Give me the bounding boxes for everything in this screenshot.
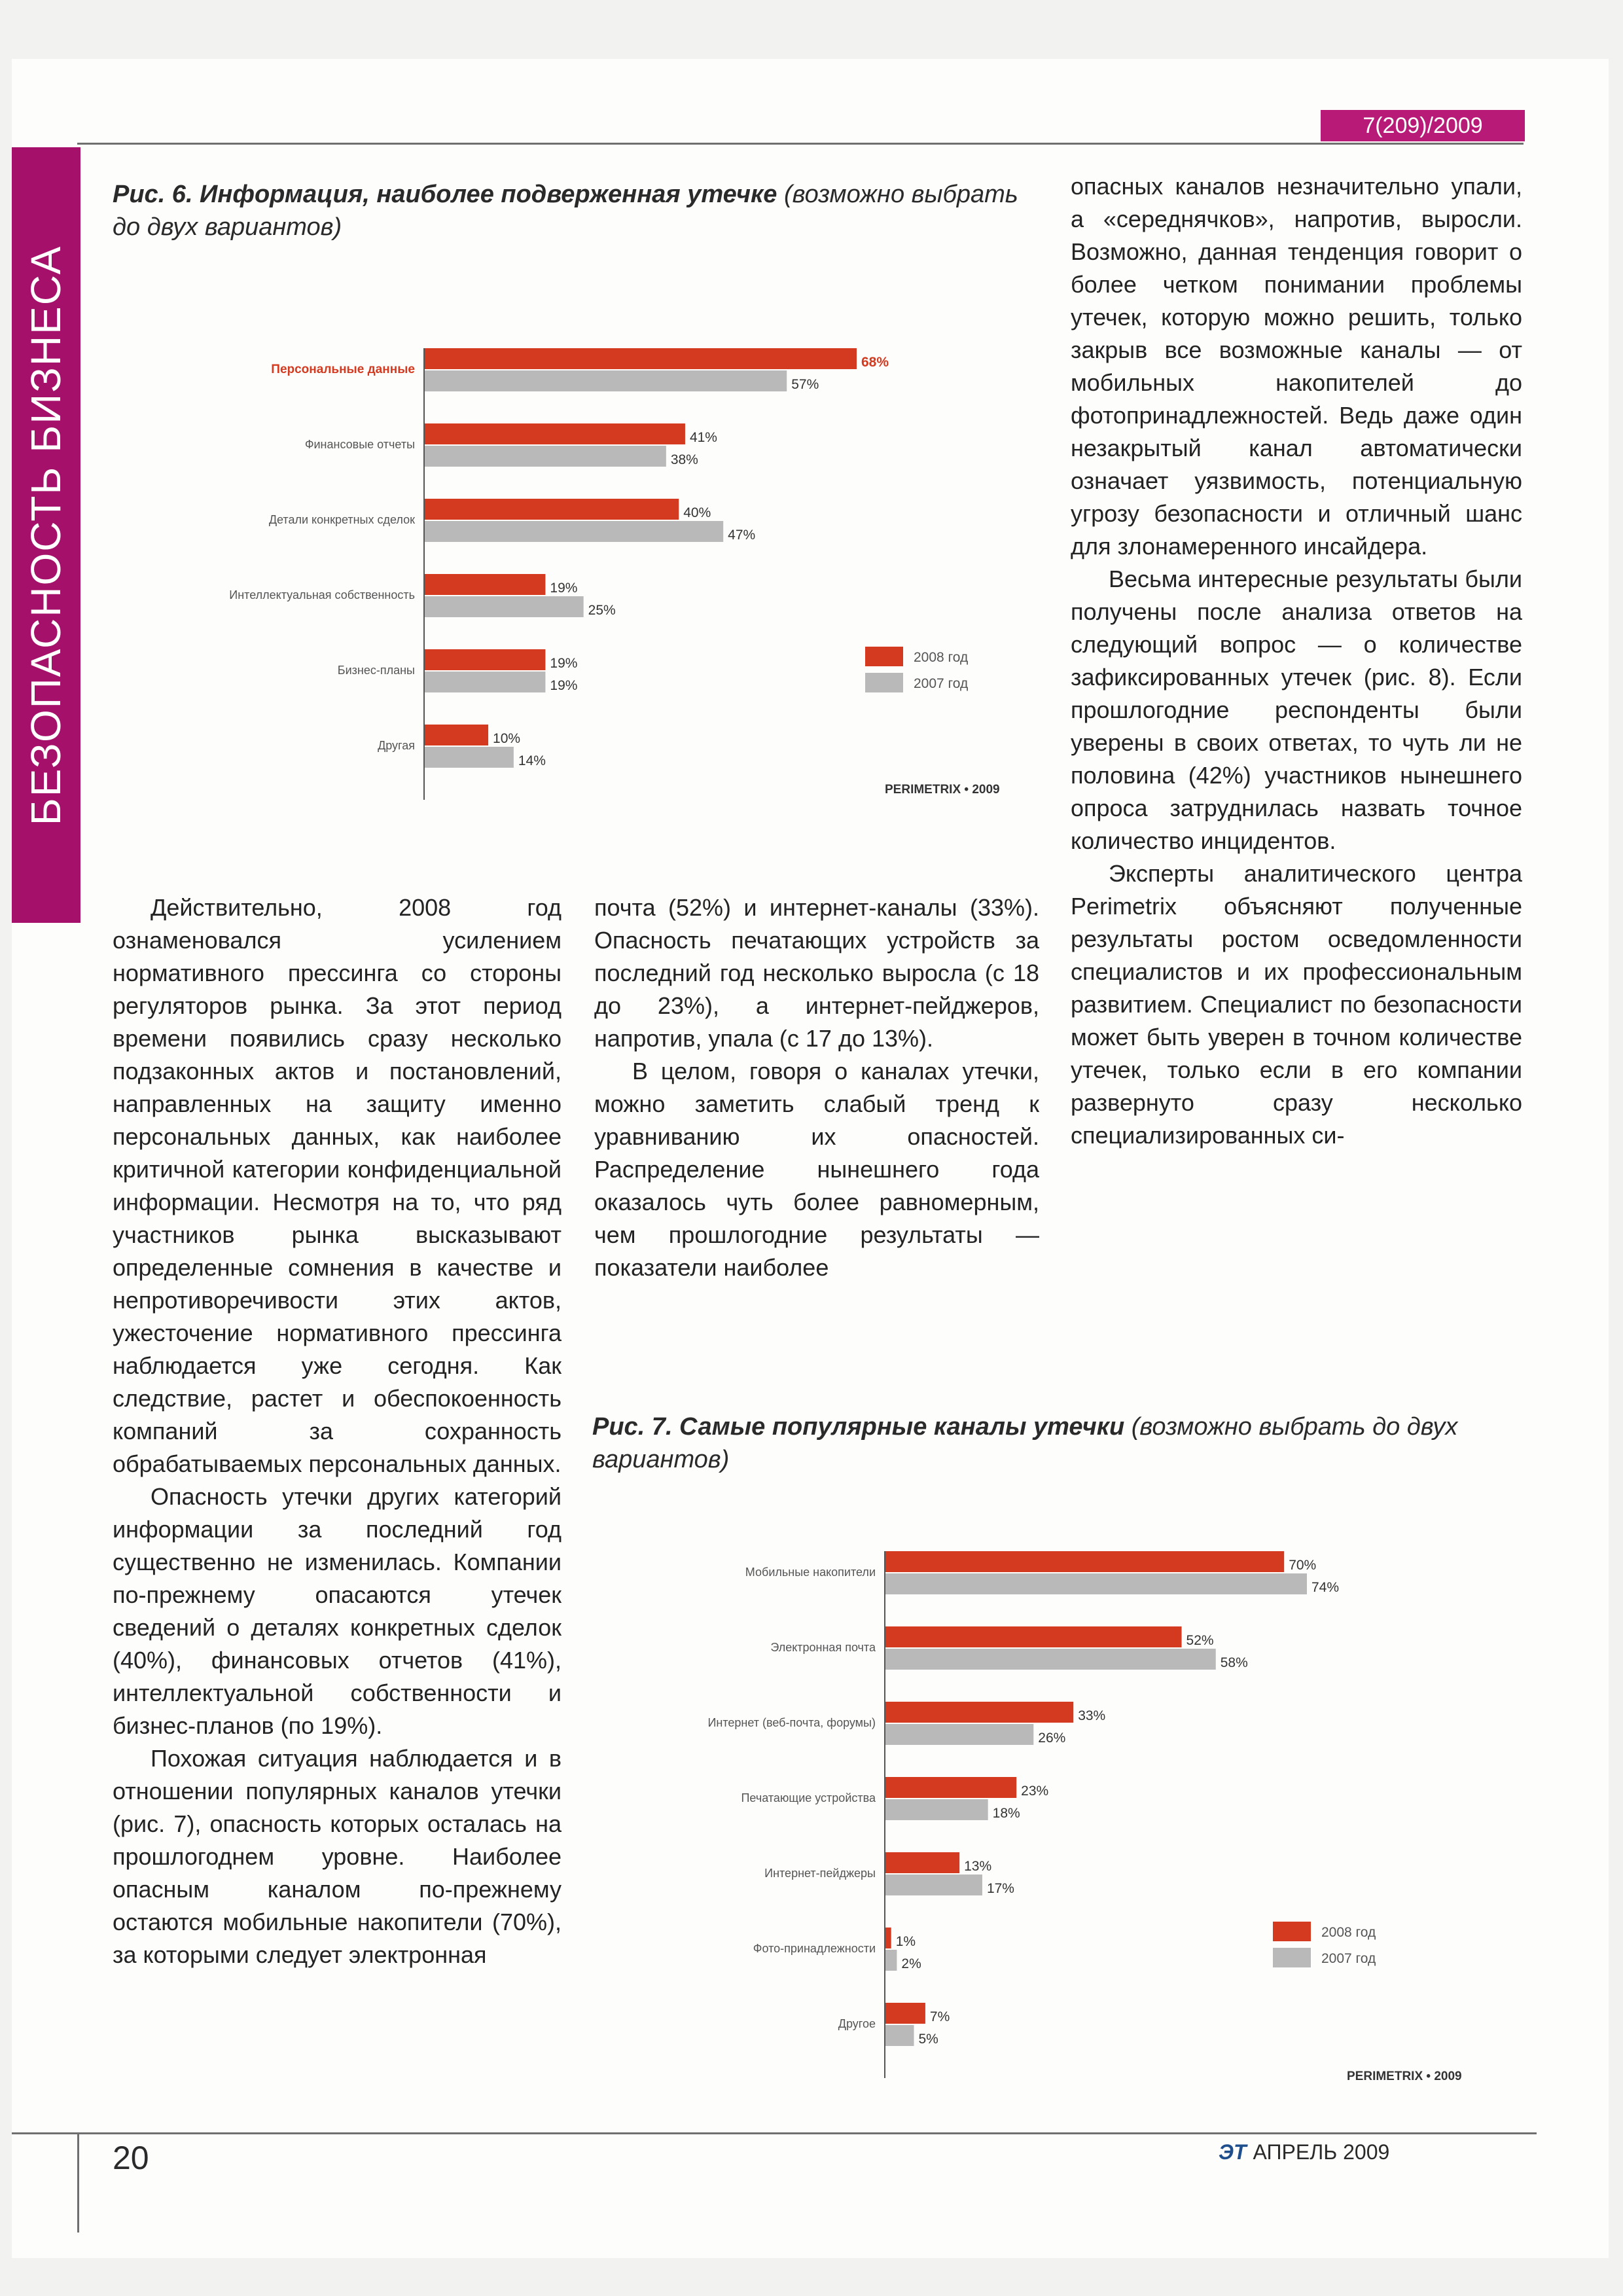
data-label: 19%	[550, 581, 578, 596]
bar-2007	[885, 1950, 897, 1971]
bar-2008	[425, 649, 545, 670]
bar-2008	[425, 423, 685, 444]
column2-text	[594, 891, 1039, 1284]
col1-paragraph: Действительно, 2008 год ознаменовался усилением нормативного прессинга со стороны регуляторов рынка. За этот период времени появились сразу несколько подзаконных актов и постановлений, направленных на защиту именно персональных данных, как наиболее критичной категории конфиденциальной информации. Несмотря на то, что ряд участников рынка высказывают определенные сомнения в качестве и непротиворечивости этих актов, ужесточение нормативного прессинга наблюдается уже сегодня. Как следствие, растет и обеспокоенность компаний за сохранность обрабатываемых персональных данных.	[113, 894, 562, 1477]
legend-label: 2007 год	[1321, 1951, 1376, 1966]
bar-2007	[425, 521, 723, 542]
data-label: 19%	[550, 678, 578, 693]
bar-2008	[425, 574, 545, 595]
col1-paragraph: Похожая ситуация наблюдается и в отношении популярных каналов утечки (рис. 7), опасность которых осталась на прошлогоднем уровне. Наиболее опасным каналом по-прежнему остаются мобильные накопители (70%), за которыми следует электронная	[113, 1745, 562, 1968]
figure6-source: PERIMETRIX • 2009	[885, 783, 1000, 797]
category-label: Интернет (веб-почта, форумы)	[707, 1716, 876, 1729]
bar-2007	[425, 596, 584, 617]
data-label: 1%	[895, 1934, 916, 1949]
data-label: 18%	[992, 1806, 1020, 1821]
data-label: 58%	[1220, 1655, 1248, 1670]
legend-label: 2007 год	[914, 676, 969, 691]
bar-2008	[885, 2003, 925, 2024]
category-label: Печатающие устройства	[741, 1791, 876, 1804]
bar-2008	[885, 1777, 1016, 1798]
data-label: 70%	[1289, 1558, 1317, 1573]
legend-swatch	[1273, 1948, 1311, 1967]
category-label: Бизнес-планы	[337, 664, 415, 677]
category-label: Электронная почта	[770, 1641, 876, 1654]
bar-2008	[885, 1928, 891, 1948]
category-label: Интернет-пейджеры	[764, 1867, 876, 1880]
category-label: Персональные данные	[271, 363, 415, 376]
data-label: 7%	[929, 2009, 950, 2024]
category-label: Детали конкретных сделок	[268, 513, 415, 526]
footer-issue-date	[1219, 2140, 1389, 2164]
bar-2007	[885, 1649, 1216, 1670]
legend-swatch	[865, 673, 903, 692]
data-label: 10%	[493, 731, 521, 746]
data-label: 14%	[518, 753, 546, 768]
data-label: 25%	[588, 603, 616, 618]
issue-badge: 7(209)/2009	[1321, 110, 1525, 141]
figure6-title-bold: Рис. 6. Информация, наиболее подверженная утечке	[113, 181, 777, 208]
data-label: 40%	[683, 505, 711, 520]
legend-label: 2008 год	[914, 650, 969, 665]
bar-2008	[885, 1702, 1073, 1723]
bar-2008	[885, 1852, 959, 1873]
bar-2008	[885, 1626, 1182, 1647]
bar-2007	[885, 1724, 1033, 1745]
col1-paragraph: Опасность утечки других категорий информации за последний год существенно не изменилась. Компании по-прежнему опасаются утечек сведений о деталях конкретных сделок (40%), финансовых отчетов (41%), интеллектуальной собственности и бизнес-планов (по 19%).	[113, 1483, 562, 1739]
figure6-chart	[113, 327, 1048, 812]
bar-2007	[885, 1799, 988, 1820]
col2-paragraph: почта (52%) и интернет-каналы (33%). Опасность печатающих устройств за последний год несколько выросла (с 18 до 23%), а интернет-пейджеров, напротив, упала (с 17 до 13%).	[594, 894, 1039, 1052]
footer-divider	[77, 2134, 79, 2233]
data-label: 19%	[550, 656, 578, 671]
bar-2007	[425, 446, 666, 467]
data-label: 17%	[986, 1881, 1014, 1896]
bar-2007	[425, 672, 545, 692]
bar-2008	[425, 499, 679, 520]
magazine-logo: ЭТ	[1219, 2140, 1247, 2164]
legend-swatch	[1273, 1922, 1311, 1941]
category-label: Другое	[838, 2017, 876, 2030]
figure7-title	[592, 1410, 1525, 1476]
data-label: 33%	[1078, 1708, 1106, 1723]
bar-2007	[425, 747, 514, 768]
legend-swatch	[865, 647, 903, 666]
data-label: 2%	[901, 1956, 921, 1971]
col3-paragraph: опасных каналов незначительно упали, а «середнячков», напротив, выросли. Возможно, данная тенденция говорит о более четком понимании проблемы утечек, которую можно решить, только закрыв все возможные каналы — от мобильных накопителей до фотопринадлежностей. Ведь даже один незакрытый канал автоматически означает уязвимость, потенциальную угрозу безопасности и отличный шанс для злонамеренного инсайдера.	[1071, 173, 1522, 560]
data-label: 38%	[670, 452, 698, 467]
col2-paragraph: В целом, говоря о каналах утечки, можно заметить слабый тренд к уравниванию их опасностей. Распределение нынешнего года оказалось чуть более равномерным, чем прошлогодние результаты — показатели наиболее	[594, 1058, 1039, 1281]
col3-paragraph: Эксперты аналитического центра Perimetrix объясняют полученные результаты ростом осведомленности специалистов и их профессиональным развитием. Специалист по безопасности может быть уверен в точном количестве утечек, только если в его компании развернуто сразу несколько специализированных си-	[1071, 860, 1522, 1149]
data-label: 68%	[861, 355, 889, 370]
data-label: 23%	[1021, 1784, 1049, 1799]
figure7-chart	[589, 1532, 1525, 2094]
figure6-title	[113, 178, 1042, 243]
category-label: Другая	[378, 739, 415, 752]
category-label: Фото-принадлежности	[753, 1942, 876, 1955]
bar-2007	[885, 1573, 1307, 1594]
category-label: Финансовые отчеты	[304, 438, 415, 451]
section-title: БЕЗОПАСНОСТЬ БИЗНЕСА	[22, 245, 69, 826]
footer-date: АПРЕЛЬ 2009	[1253, 2140, 1390, 2164]
bar-2007	[425, 370, 787, 391]
bar-2008	[425, 348, 857, 369]
figure6-title-note: (возможно выбрать до двух вариантов)	[113, 181, 1018, 241]
figure7-title-bold: Рис. 7. Самые популярные каналы утечки	[592, 1413, 1125, 1441]
data-label: 47%	[728, 528, 756, 543]
data-label: 74%	[1311, 1580, 1340, 1595]
bar-2007	[885, 2025, 914, 2046]
legend-label: 2008 год	[1321, 1925, 1376, 1940]
bar-2008	[885, 1551, 1284, 1572]
data-label: 57%	[791, 377, 819, 392]
data-label: 26%	[1038, 1731, 1066, 1746]
category-label: Интеллектуальная собственность	[229, 588, 415, 601]
header-rule	[77, 143, 1524, 145]
data-label: 41%	[689, 430, 717, 445]
data-label: 5%	[918, 2032, 938, 2047]
data-label: 13%	[964, 1859, 992, 1874]
col3-paragraph: Весьма интересные результаты были получены после анализа ответов на следующий вопрос — о количестве зафиксированных утечек (рис. 8). Если прошлогодние респонденты были уверены в своих ответах, то чуть ли не половина (42%) участников нынешнего опроса затруднилась назвать точное количество инцидентов.	[1071, 565, 1522, 854]
column1-text	[113, 891, 562, 1971]
category-label: Мобильные накопители	[745, 1566, 876, 1579]
page-number: 20	[113, 2140, 149, 2176]
bar-2007	[885, 1874, 982, 1895]
figure7-title-note: (возможно выбрать до двух вариантов)	[592, 1413, 1458, 1473]
column3-top-text	[1071, 170, 1522, 1152]
footer-rule	[12, 2132, 1537, 2134]
figure7-source: PERIMETRIX • 2009	[1347, 2070, 1462, 2083]
data-label: 52%	[1186, 1633, 1214, 1648]
bar-2008	[425, 725, 488, 745]
